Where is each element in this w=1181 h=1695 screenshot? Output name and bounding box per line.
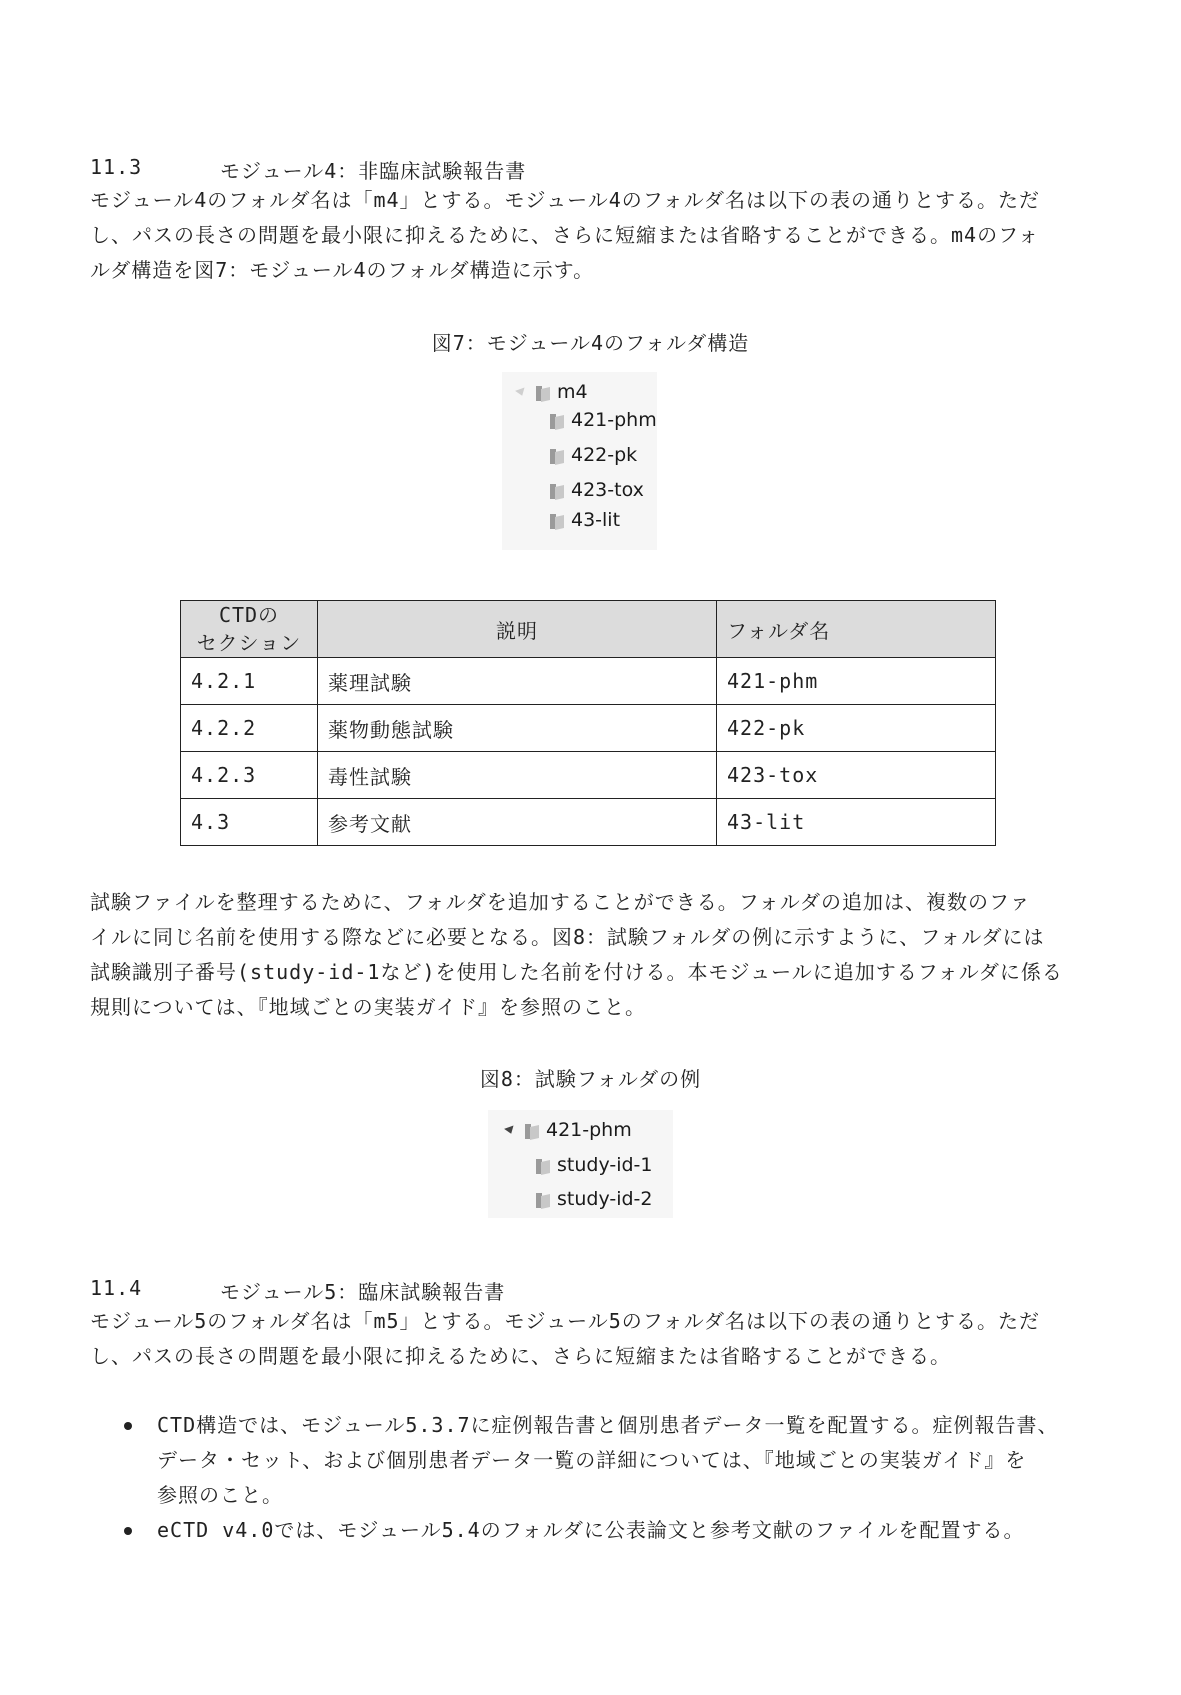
cell-folder: 423-tox: [717, 752, 996, 799]
bullet-line: CTD構造では、モジュール5.3.7に症例報告書と個別患者データ一覧を配置する。症例報告書、: [157, 1413, 1059, 1437]
folder-icon: [550, 512, 564, 529]
section-number: 11.3: [90, 155, 143, 179]
table-row: [181, 705, 996, 752]
tree-child-label: 422-pk: [571, 444, 638, 466]
ctd-folder-table: [180, 600, 996, 846]
cell-folder: 421-phm: [717, 658, 996, 705]
tree-root-label: 421-phm: [546, 1119, 632, 1141]
bullet-line: eCTD v4.0では、モジュール5.4のフォルダに公表論文と参考文献のファイルを配置する。: [157, 1518, 1025, 1542]
tree-child-label: 423-tox: [571, 479, 644, 501]
tree-child-row: [536, 1188, 653, 1210]
tree-child-row: [550, 479, 644, 501]
tree-root-row: [516, 381, 588, 403]
table-row: [181, 752, 996, 799]
section-11-4-paragraph: [90, 1304, 1040, 1374]
folder-icon: [536, 1157, 550, 1174]
tree-root-label: m4: [557, 381, 588, 403]
list-item: [120, 1513, 1059, 1548]
header-line: セクション: [196, 631, 302, 655]
header-description: 説明: [318, 601, 717, 658]
section-title: モジュール5：臨床試験報告書: [220, 1280, 506, 1304]
figure-7-folder-tree: [502, 372, 657, 550]
folder-icon: [536, 1191, 550, 1208]
folder-icon: [550, 412, 564, 429]
tree-child-row: [550, 409, 657, 431]
paragraph-line: 試験ファイルを整理するために、フォルダを追加することができる。フォルダの追加は、複数のファ: [90, 890, 1031, 914]
figure-8-folder-tree: [488, 1110, 673, 1218]
table-header-row: [181, 601, 996, 658]
section-11-3-heading: [90, 155, 527, 183]
figure-8-caption: 図8：試験フォルダの例: [479, 1067, 702, 1091]
expand-arrow-icon: [504, 1125, 516, 1135]
section-11-3-paragraph: [90, 183, 1040, 288]
module-5-bullet-list: [120, 1408, 1059, 1548]
bullet-line: データ・セット、および個別患者データ一覧の詳細については、『地域ごとの実装ガイド』を: [157, 1448, 1027, 1472]
cell-description: 参考文献: [318, 799, 717, 846]
cell-description: 薬物動態試験: [318, 705, 717, 752]
cell-folder: 422-pk: [717, 705, 996, 752]
header-ctd-section: [181, 601, 318, 658]
tree-child-label: 43-lit: [571, 509, 621, 531]
cell-section: 4.2.2: [181, 705, 318, 752]
cell-description: 毒性試験: [318, 752, 717, 799]
header-folder-name: フォルダ名: [717, 601, 996, 658]
tree-child-row: [550, 509, 620, 531]
section-title: モジュール4：非臨床試験報告書: [220, 159, 527, 183]
study-folder-paragraph: [90, 885, 1063, 1025]
folder-icon: [550, 447, 564, 464]
cell-section: 4.3: [181, 799, 318, 846]
paragraph-line: ルダ構造を図7：モジュール4のフォルダ構造に示す。: [90, 258, 595, 282]
expand-arrow-icon: [515, 387, 527, 397]
paragraph-line: イルに同じ名前を使用する際などに必要となる。図8：試験フォルダの例に示すように、フォルダには: [90, 925, 1045, 949]
figure-7-caption: 図7：モジュール4のフォルダ構造: [431, 331, 750, 355]
section-11-4-heading: [90, 1276, 506, 1304]
folder-icon: [536, 384, 550, 401]
paragraph-line: 規則については、『地域ごとの実装ガイド』を参照のこと。: [90, 995, 646, 1019]
paragraph-line: し、パスの長さの問題を最小限に抑えるために、さらに短縮または省略することができる。: [90, 1344, 951, 1368]
folder-icon: [525, 1122, 539, 1139]
paragraph-line: モジュール5のフォルダ名は「m5」とする。モジュール5のフォルダ名は以下の表の通りとする。ただ: [90, 1309, 1040, 1333]
cell-section: 4.2.1: [181, 658, 318, 705]
tree-root-row: [505, 1119, 632, 1141]
bullet-icon: [124, 1527, 132, 1535]
table-row: [181, 799, 996, 846]
section-number: 11.4: [90, 1276, 143, 1300]
cell-folder: 43-lit: [717, 799, 996, 846]
bullet-line: 参照のこと。: [157, 1483, 283, 1507]
bullet-icon: [124, 1422, 132, 1430]
paragraph-line: 試験識別子番号(study-id-1など)を使用した名前を付ける。本モジュールに追加するフォルダに係る: [90, 960, 1063, 984]
tree-child-label: 421-phm: [571, 409, 657, 431]
cell-section: 4.2.3: [181, 752, 318, 799]
folder-icon: [550, 482, 564, 499]
header-line: CTDの: [218, 603, 280, 627]
cell-description: 薬理試験: [318, 658, 717, 705]
tree-child-label: study-id-2: [557, 1188, 653, 1210]
table-row: [181, 658, 996, 705]
list-item: [120, 1408, 1059, 1513]
tree-child-row: [536, 1154, 653, 1176]
paragraph-line: し、パスの長さの問題を最小限に抑えるために、さらに短縮または省略することができる。m4のフォ: [90, 223, 1040, 247]
tree-child-label: study-id-1: [557, 1154, 653, 1176]
tree-child-row: [550, 444, 637, 466]
paragraph-line: モジュール4のフォルダ名は「m4」とする。モジュール4のフォルダ名は以下の表の通りとする。ただ: [90, 188, 1040, 212]
